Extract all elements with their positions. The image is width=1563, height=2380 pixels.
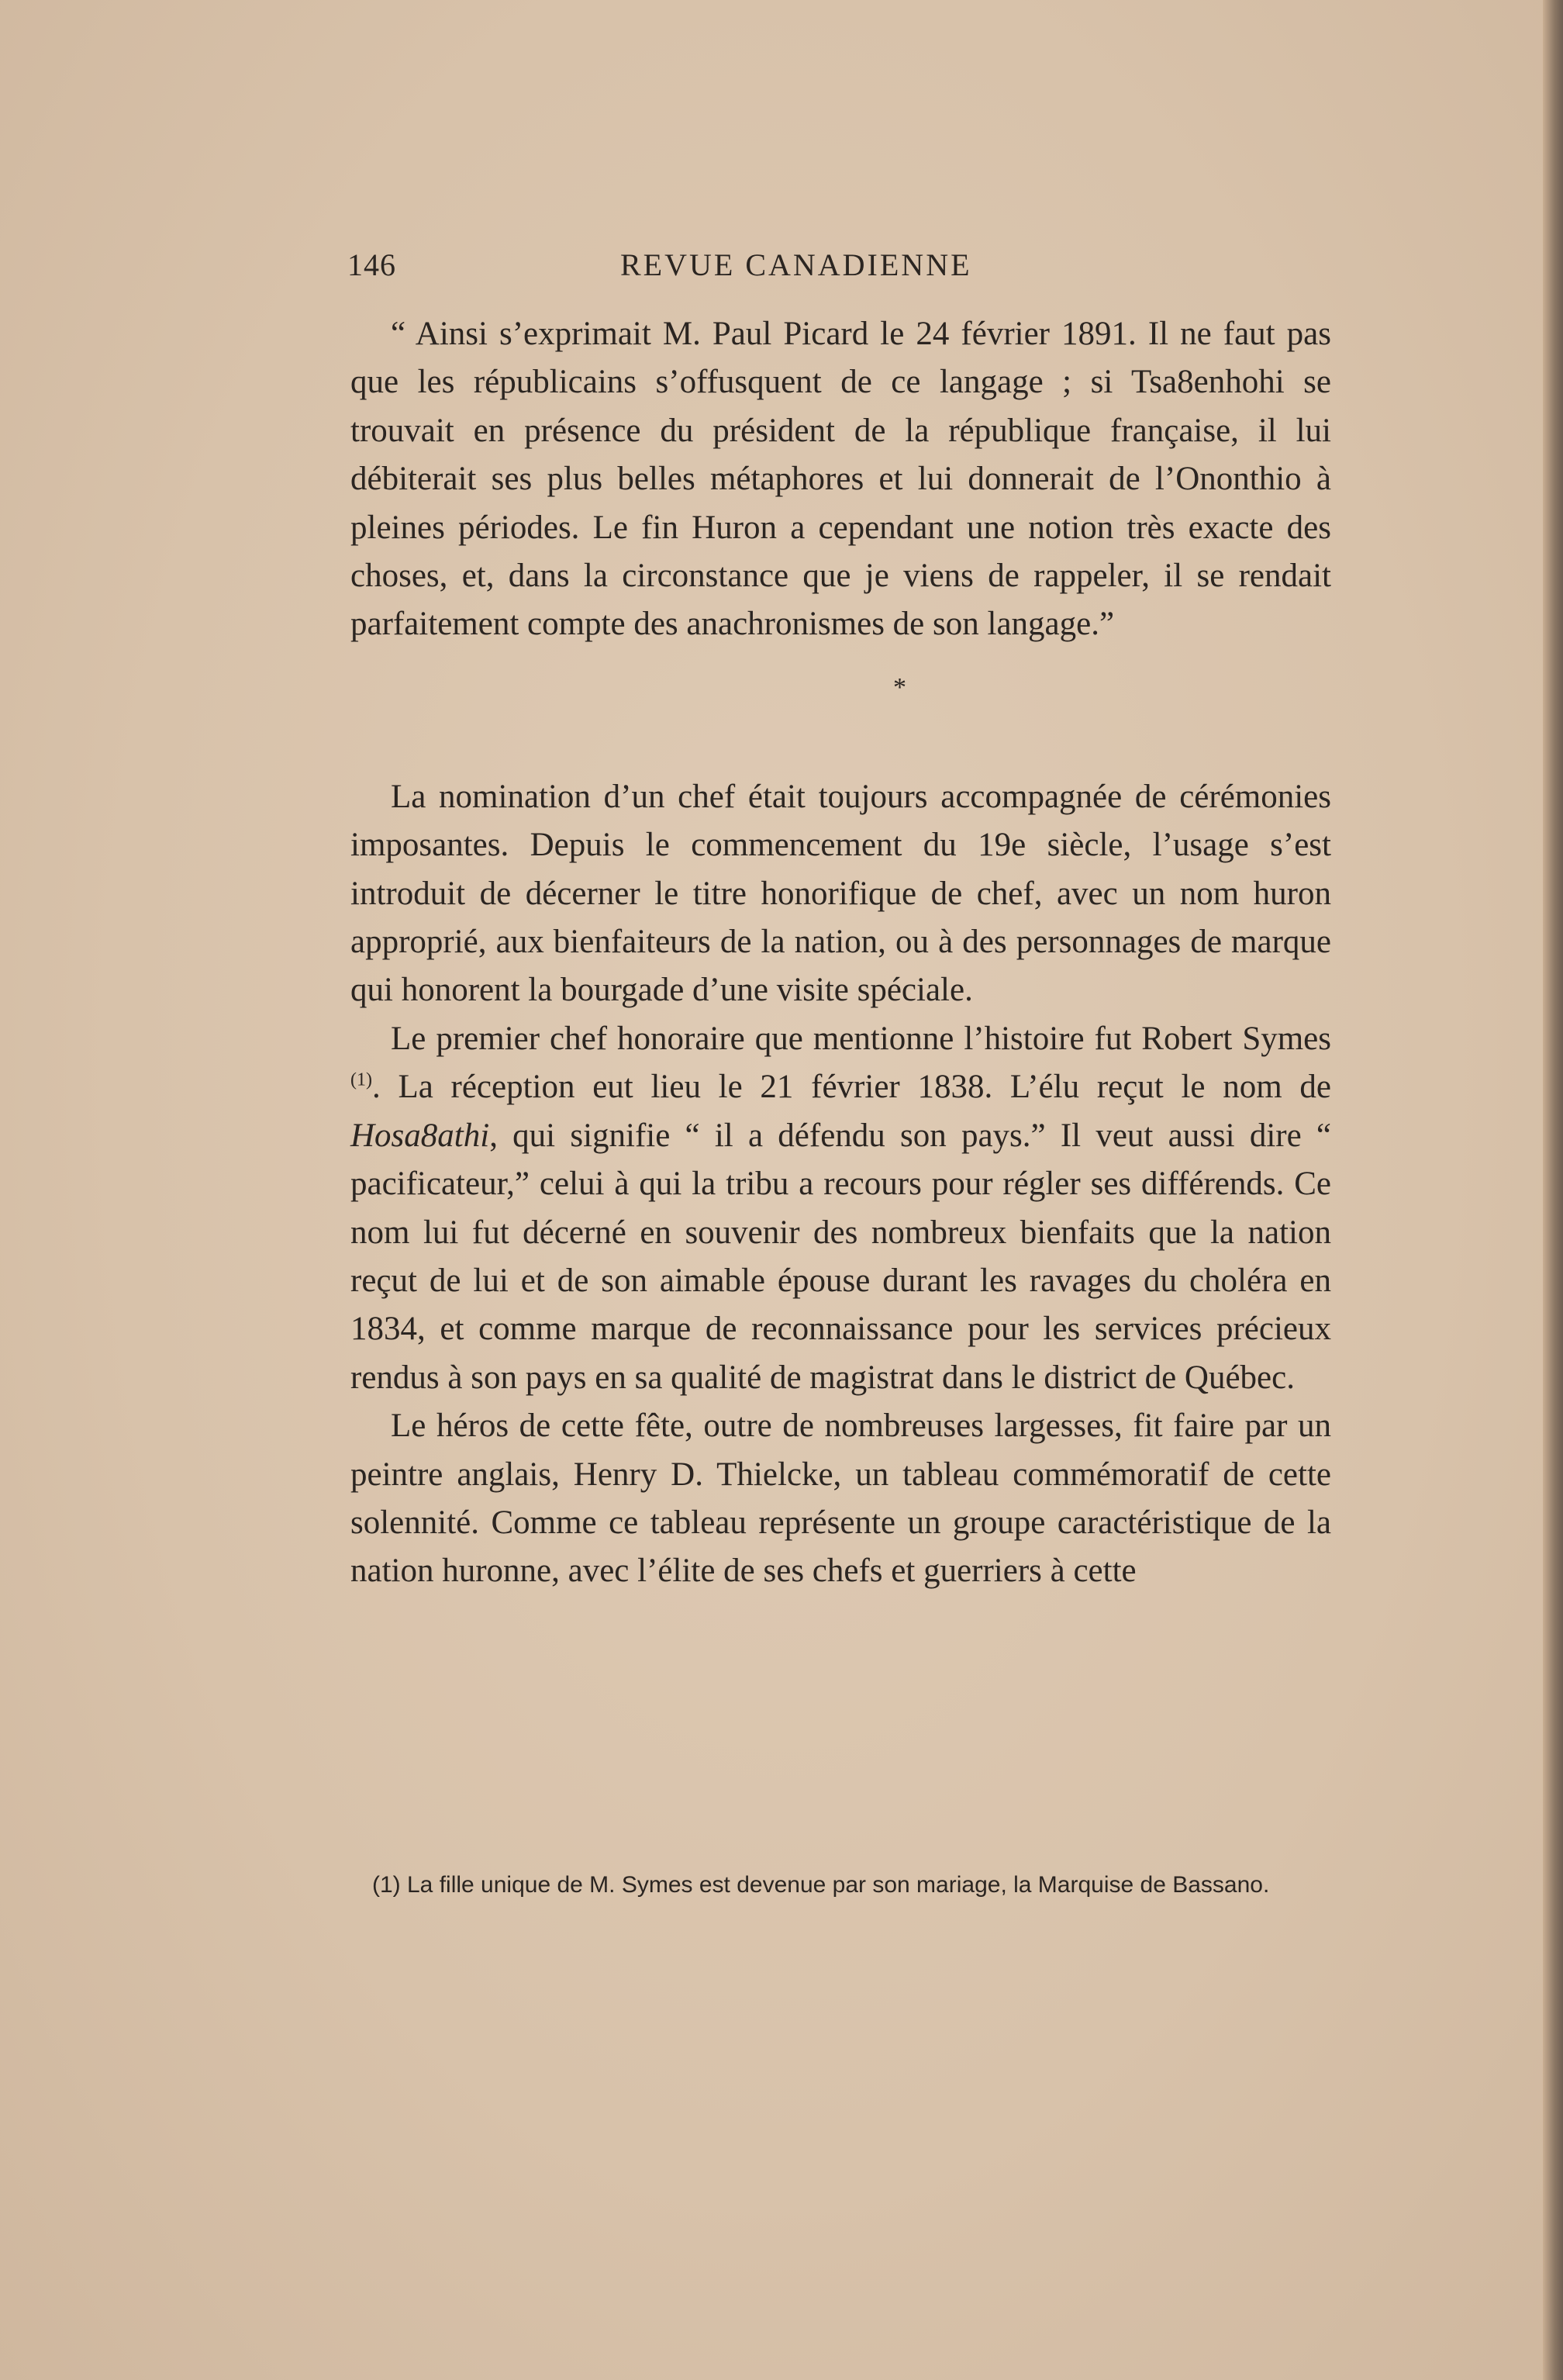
paragraph-3 bbox=[350, 1015, 1331, 1402]
page-edge bbox=[1543, 0, 1563, 2380]
page-header bbox=[347, 247, 1332, 287]
paragraph-1: “ Ainsi s’exprimait M. Paul Picard le 24 février 1891. Il ne faut pas que les républicains s’offusquent de ce langage ; si Tsa8enhohi se trouvait en présence du président de la république française, il lui débiterait ses plus belles métaphores et lui donnerait de l’Ononthio à pleines périodes. Le fin Huron a cependant une notion très exacte des choses, et, dans la circonstance que je viens de rappeler, il se rendait parfaitement compte des anachronismes de son langage.” bbox=[350, 316, 1331, 643]
paragraph-3-part-1: Le premier chef honoraire que mentionne l’histoire fut Robert Symes bbox=[391, 1020, 1331, 1057]
paragraph-2: La nomination d’un chef était toujours accompagnée de cérémonies imposantes. Depuis le commencement du 19e siècle, l’usage s’est introduit de décerner le titre honorifique de chef, avec un nom huron approprié, aux bienfaiteurs de la nation, ou à des personnages de marque qui honorent la bourgade d’une visite spéciale. bbox=[350, 778, 1331, 1009]
body-text bbox=[350, 310, 1331, 1596]
footnote-reference: (1) bbox=[350, 1069, 372, 1090]
footnote: (1) La fille unique de M. Symes est devenue par son mariage, la Marquise de Bassano. bbox=[372, 1872, 1270, 1898]
running-title: REVUE CANADIENNE bbox=[620, 247, 972, 282]
section-separator: * bbox=[893, 672, 906, 702]
paragraph-3-part-3: , qui signifie “ il a défendu son pays.” Il veut aussi dire “ pacificateur,” celui à qui la tribu a recours pour régler ses différends. Ce nom lui fut décerné en souvenir des nombreux bienfaits que la nation reçut de lui et de son aimable épouse durant les ravages du choléra en 1834, et comme marque de reconnaissance pour les services précieux rendus à son pays en sa qualité de magistrat dans le district de Québec. bbox=[350, 1117, 1331, 1396]
paragraph-4: Le héros de cette fête, outre de nombreuses largesses, fit faire par un peintre anglais, Henry D. Thielcke, un tableau commémoratif de cette solennité. Comme ce tableau représente un groupe caractéristique de la nation huronne, avec l’élite de ses chefs et guerriers à cette bbox=[350, 1408, 1331, 1590]
paragraph-3-part-2: . La réception eut lieu le 21 février 1838. L’élu reçut le nom de bbox=[371, 1069, 1331, 1106]
page-number: 146 bbox=[347, 247, 396, 282]
huron-name: Hosa8athi bbox=[350, 1117, 490, 1154]
